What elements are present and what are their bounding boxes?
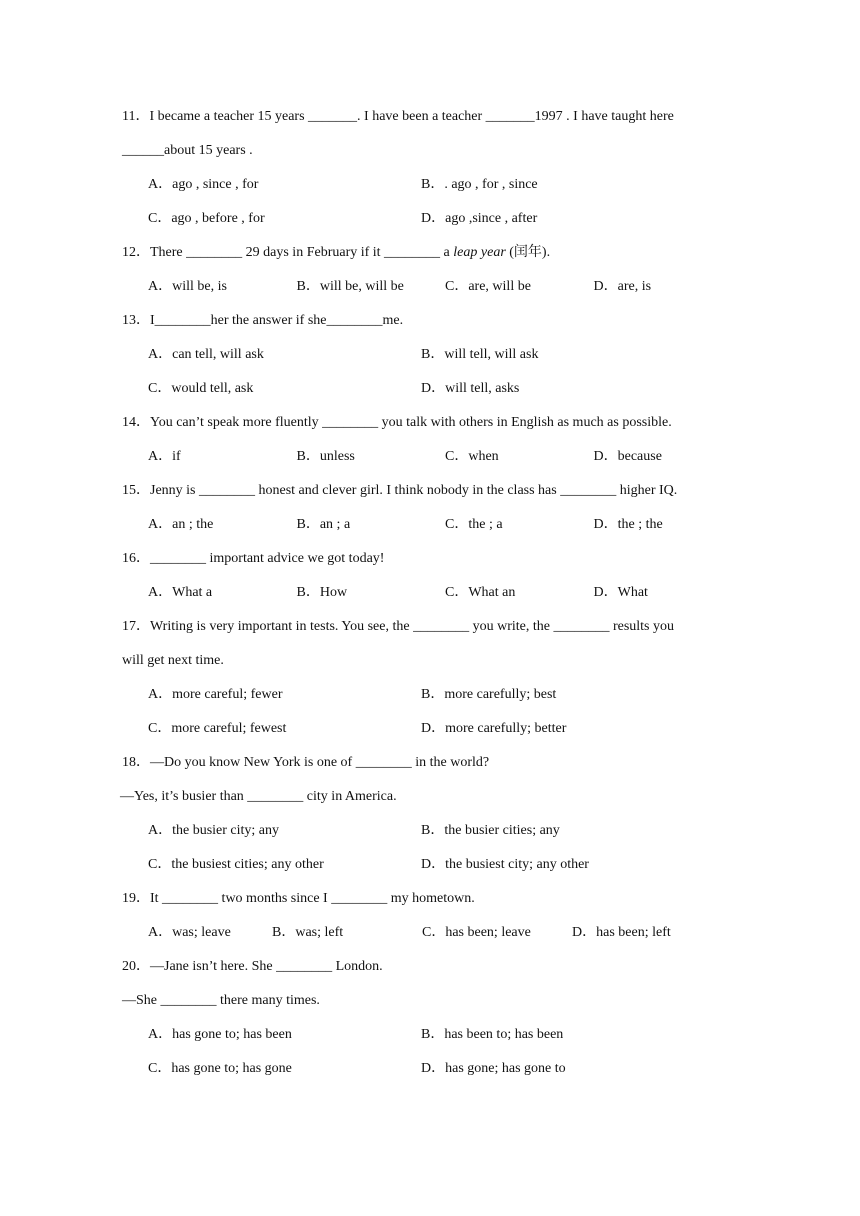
- question-19: [122, 882, 742, 950]
- question-18: [122, 746, 742, 882]
- option-c[interactable]: C．ago , before , for: [148, 211, 265, 226]
- option-c[interactable]: C．the busiest cities; any other: [148, 857, 324, 872]
- question-stem: 18．—Do you know New York is one of ________ in the world?: [122, 755, 490, 770]
- question-stem: 19．It ________ two months since I ________ my hometown.: [122, 891, 475, 906]
- option-c[interactable]: C．What an: [445, 585, 516, 600]
- options-row: [122, 678, 742, 712]
- options-row: [122, 1018, 742, 1052]
- options-row: [122, 168, 742, 202]
- options-row: [122, 916, 742, 950]
- option-a[interactable]: A．ago , since , for: [148, 177, 259, 192]
- option-b[interactable]: B．has been to; has been: [421, 1027, 564, 1042]
- question-stem-continued: will get next time.: [122, 653, 224, 668]
- options-row: [122, 712, 742, 746]
- option-c[interactable]: C．would tell, ask: [148, 381, 254, 396]
- option-d[interactable]: D．the busiest city; any other: [421, 857, 589, 872]
- options-row: [122, 814, 742, 848]
- option-c[interactable]: C．the ; a: [445, 517, 503, 532]
- option-c[interactable]: C．are, will be: [445, 279, 531, 294]
- question-15: [122, 474, 742, 542]
- option-d[interactable]: D．ago ,since , after: [421, 211, 538, 226]
- question-stem-reply: —Yes, it’s busier than ________ city in America.: [120, 789, 397, 804]
- option-d[interactable]: D．the ; the: [593, 517, 663, 532]
- option-c[interactable]: C．has gone to; has gone: [148, 1061, 292, 1076]
- question-stem-reply: —She ________ there many times.: [122, 993, 320, 1008]
- option-a[interactable]: A．will be, is: [148, 279, 227, 294]
- option-d[interactable]: D．will tell, asks: [421, 381, 520, 396]
- question-stem: 15．Jenny is ________ honest and clever girl. I think nobody in the class has ________ higher IQ.: [122, 483, 678, 498]
- option-a[interactable]: A．can tell, will ask: [148, 347, 264, 362]
- option-d[interactable]: D．has gone; has gone to: [421, 1061, 566, 1076]
- question-stem: 11．I became a teacher 15 years _______. I have been a teacher _______1997 . I have taught here: [122, 109, 674, 124]
- option-a[interactable]: A．What a: [148, 585, 213, 600]
- question-11: [122, 100, 742, 236]
- question-stem-continued: ______about 15 years .: [122, 143, 253, 158]
- question-stem: 17．Writing is very important in tests. You see, the ________ you write, the ________ results you: [122, 619, 675, 634]
- option-d[interactable]: D．has been; left: [572, 925, 671, 940]
- option-c[interactable]: C．when: [445, 449, 499, 464]
- option-a[interactable]: A．the busier city; any: [148, 823, 280, 838]
- question-20: [122, 950, 742, 1086]
- question-stem: 13．I________her the answer if she________me.: [122, 313, 404, 328]
- stem-text: 12．There ________ 29 days in February if it ________ a: [122, 245, 454, 260]
- option-b[interactable]: B．How: [296, 585, 348, 600]
- options-row: [122, 440, 742, 474]
- option-a[interactable]: A．if: [148, 449, 181, 464]
- question-stem: 14．You can’t speak more fluently ________ you talk with others in English as much as possible.: [122, 415, 672, 430]
- question-14: [122, 406, 742, 474]
- options-row: [122, 202, 742, 236]
- option-b[interactable]: B．will be, will be: [296, 279, 404, 294]
- options-row: [122, 508, 742, 542]
- option-b[interactable]: B．. ago , for , since: [421, 177, 538, 192]
- options-row: [122, 1052, 742, 1086]
- option-d[interactable]: D．What: [593, 585, 648, 600]
- question-stem: [122, 236, 742, 270]
- option-d[interactable]: D．because: [593, 449, 662, 464]
- option-b[interactable]: B．unless: [296, 449, 355, 464]
- option-b[interactable]: B．the busier cities; any: [421, 823, 560, 838]
- option-c[interactable]: C．more careful; fewest: [148, 721, 287, 736]
- option-b[interactable]: B．more carefully; best: [421, 687, 557, 702]
- question-17: [122, 610, 742, 746]
- question-stem: 20．—Jane isn’t here. She ________ London.: [122, 959, 383, 974]
- question-list: [122, 100, 742, 1086]
- option-a[interactable]: A．was; leave: [148, 925, 231, 940]
- question-16: [122, 542, 742, 610]
- options-row: [122, 338, 742, 372]
- question-12: [122, 236, 742, 304]
- option-c[interactable]: C．has been; leave: [422, 925, 531, 940]
- options-row: [122, 372, 742, 406]
- question-stem: 16．________ important advice we got today!: [122, 551, 385, 566]
- option-d[interactable]: D．more carefully; better: [421, 721, 567, 736]
- options-row: [122, 576, 742, 610]
- stem-text-end: (闰年).: [505, 245, 551, 260]
- option-b[interactable]: B．will tell, will ask: [421, 347, 539, 362]
- option-a[interactable]: A．an ; the: [148, 517, 214, 532]
- option-a[interactable]: A．has gone to; has been: [148, 1027, 292, 1042]
- options-row: [122, 848, 742, 882]
- option-b[interactable]: B．was; left: [272, 925, 344, 940]
- option-a[interactable]: A．more careful; fewer: [148, 687, 283, 702]
- question-13: [122, 304, 742, 406]
- options-row: [122, 270, 742, 304]
- option-d[interactable]: D．are, is: [593, 279, 652, 294]
- stem-italic-term: leap year: [453, 245, 506, 260]
- option-b[interactable]: B．an ; a: [296, 517, 351, 532]
